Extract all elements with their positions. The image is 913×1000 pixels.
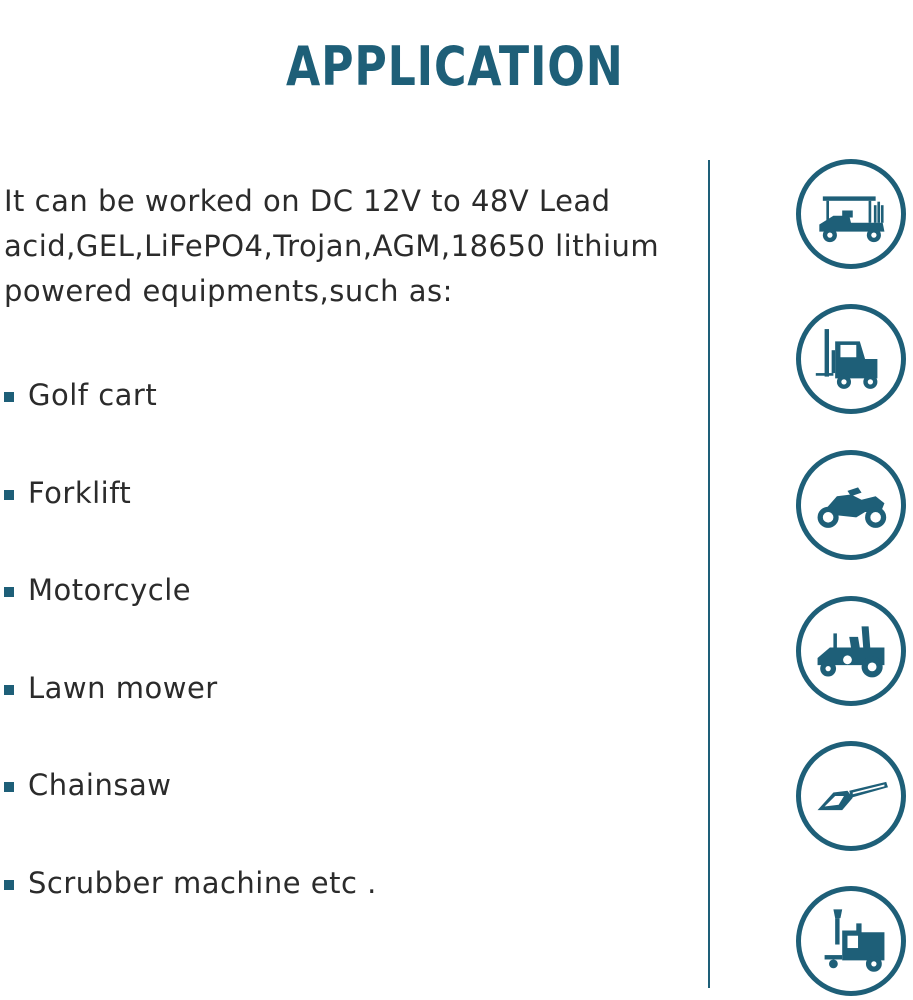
list-item-golf-cart bbox=[4, 371, 377, 469]
bullet-icon bbox=[4, 490, 14, 500]
list-item-label: Forklift bbox=[28, 475, 132, 510]
list-item-motorcycle bbox=[4, 566, 377, 664]
forklift-icon bbox=[796, 304, 906, 414]
list-item-chainsaw bbox=[4, 761, 377, 859]
lawn-mower-icon bbox=[796, 596, 906, 706]
list-item-scrubber-machine bbox=[4, 859, 377, 957]
scrubber-machine-icon bbox=[796, 886, 906, 996]
list-item-forklift bbox=[4, 469, 377, 567]
page-title: APPLICATION bbox=[285, 35, 624, 99]
golf-cart-icon bbox=[796, 159, 906, 269]
bullet-icon bbox=[4, 685, 14, 695]
list-item-label: Golf cart bbox=[28, 378, 158, 412]
list-item-label: Lawn mower bbox=[28, 670, 218, 705]
list-item-label: Scrubber machine etc . bbox=[28, 865, 377, 900]
bullet-icon bbox=[4, 392, 14, 402]
bullet-icon bbox=[4, 782, 14, 792]
bullet-icon bbox=[4, 587, 14, 597]
list-item-label: Motorcycle bbox=[28, 573, 192, 607]
motorcycle-icon bbox=[796, 450, 906, 560]
list-item-label: Chainsaw bbox=[28, 768, 172, 802]
intro-text: It can be worked on DC 12V to 48V Lead acid,GEL,LiFePO4,Trojan,AGM,18650 lithium powered equipments,such as: bbox=[4, 184, 660, 308]
list-item-lawn-mower bbox=[4, 664, 377, 762]
application-list bbox=[4, 371, 377, 956]
chainsaw-icon bbox=[796, 741, 906, 851]
vertical-divider bbox=[708, 160, 710, 988]
bullet-icon bbox=[4, 880, 14, 890]
